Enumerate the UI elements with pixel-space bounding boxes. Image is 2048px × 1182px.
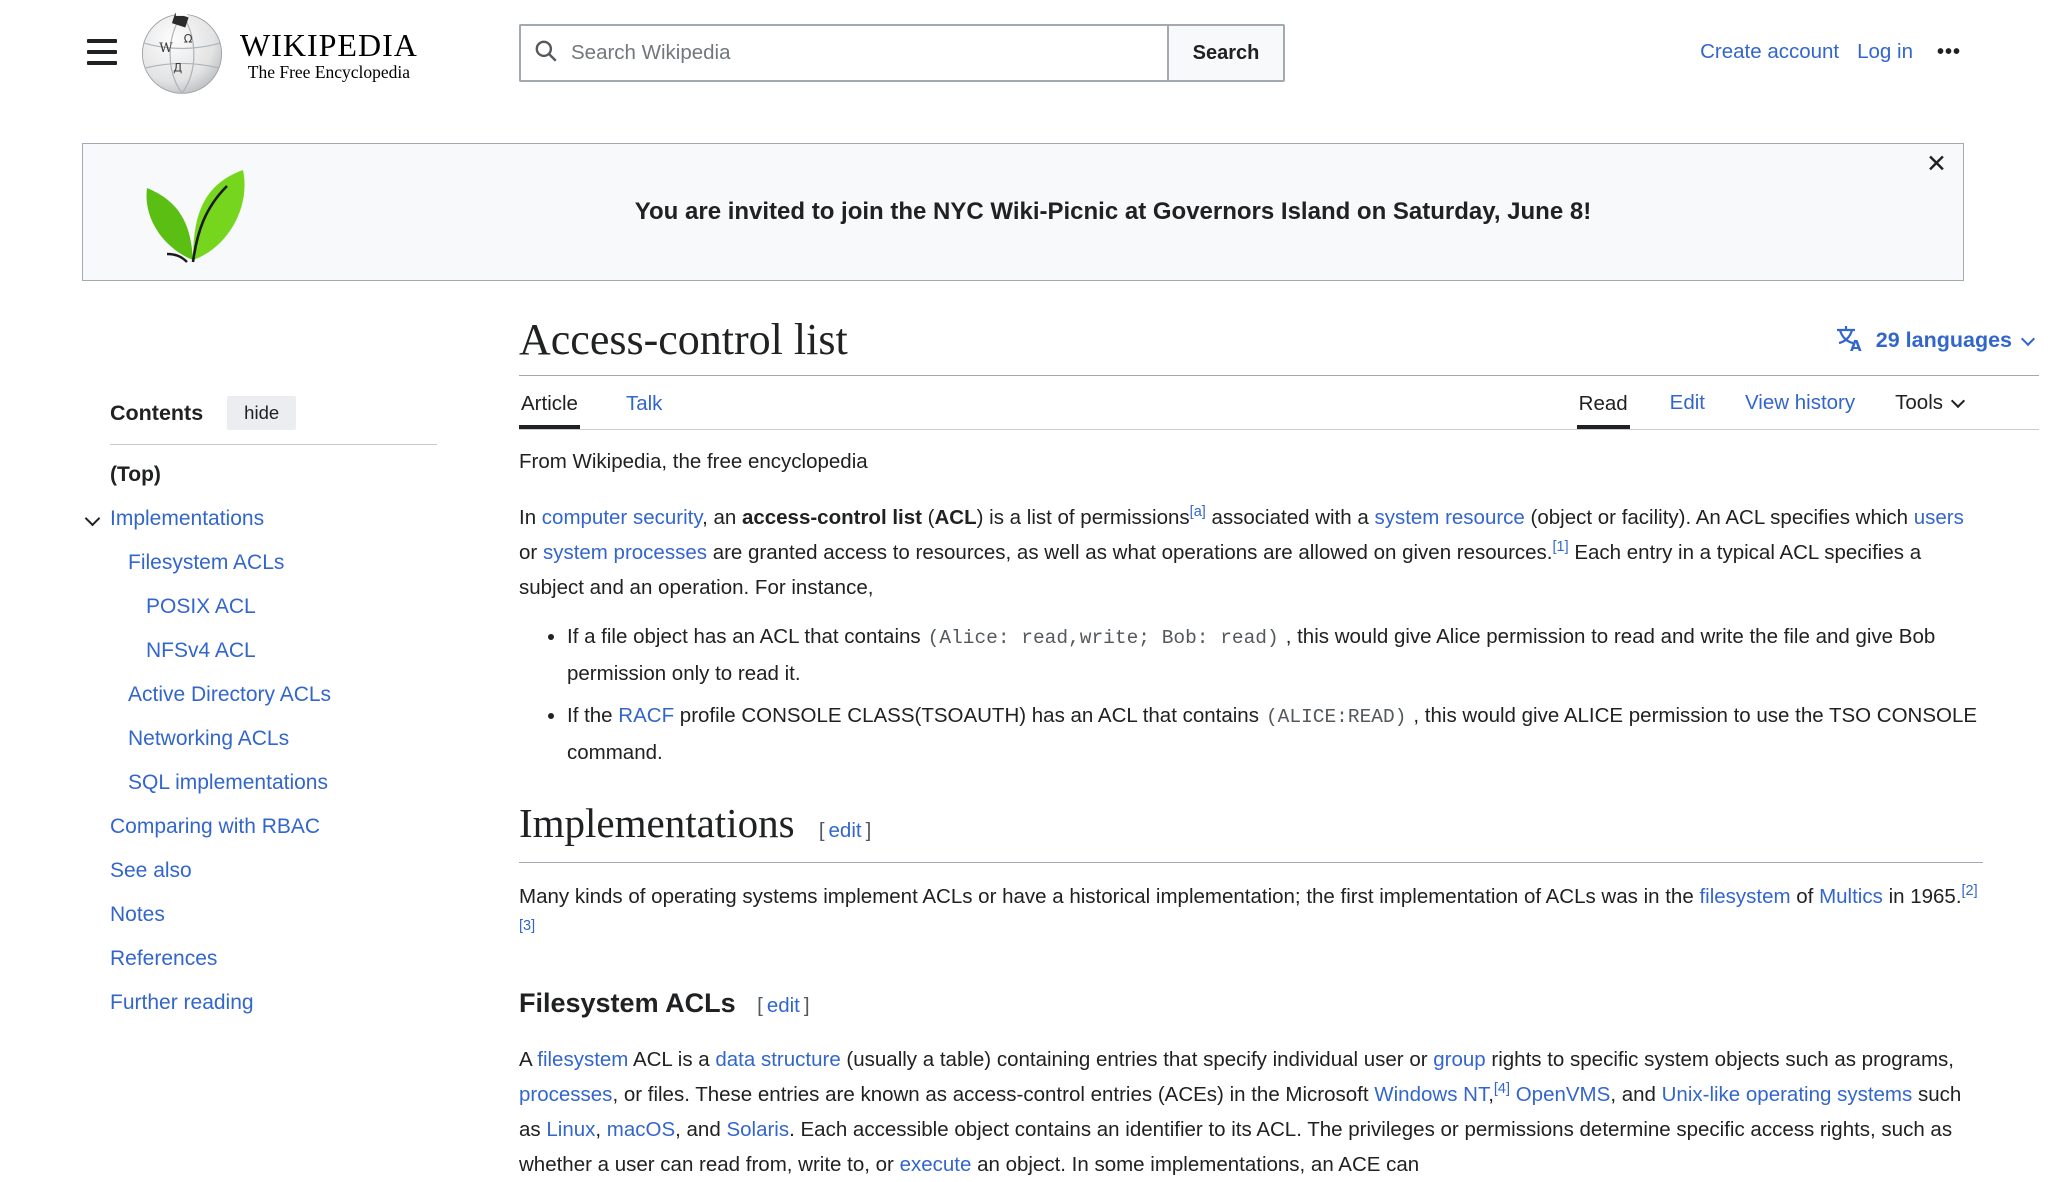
article-link[interactable]: Windows NT bbox=[1374, 1083, 1489, 1106]
example-list bbox=[519, 619, 1983, 770]
search-box[interactable] bbox=[519, 24, 1167, 82]
hide-contents-button[interactable]: hide bbox=[227, 396, 296, 430]
toc-item-label: Comparing with RBAC bbox=[110, 815, 321, 838]
chevron-down-icon[interactable] bbox=[85, 511, 101, 527]
article-link[interactable]: computer security bbox=[541, 506, 703, 529]
code-sample: (Alice: read,write; Bob: read) bbox=[927, 627, 1279, 649]
toc-item-references[interactable] bbox=[83, 937, 468, 981]
search-bar bbox=[519, 24, 1285, 82]
reference-link[interactable]: [1] bbox=[1552, 539, 1569, 556]
text-run: , and bbox=[675, 1118, 727, 1141]
article-title-row bbox=[519, 314, 2039, 376]
text-run: in 1965. bbox=[1882, 885, 1962, 908]
text-run: If the bbox=[567, 704, 619, 727]
article-link[interactable]: filesystem bbox=[1699, 885, 1791, 908]
text-run: or bbox=[519, 541, 543, 564]
article-link[interactable]: filesystem bbox=[537, 1048, 629, 1071]
article-link[interactable]: system processes bbox=[542, 541, 707, 564]
article-link[interactable]: system resource bbox=[1374, 506, 1525, 529]
article-link[interactable]: Solaris bbox=[726, 1118, 790, 1141]
toc-item-label: Active Directory ACLs bbox=[128, 683, 332, 706]
svg-text:W: W bbox=[159, 41, 173, 56]
section-heading-implementations bbox=[519, 800, 1983, 863]
filesystem-acls-paragraph bbox=[519, 1042, 1983, 1182]
reference-link[interactable]: [a] bbox=[1189, 504, 1206, 521]
implementations-paragraph bbox=[519, 879, 1983, 949]
svg-text:Ω: Ω bbox=[183, 31, 193, 46]
bold-text: ACL bbox=[934, 506, 977, 529]
intro-paragraph bbox=[519, 500, 1983, 605]
contents-title: Contents bbox=[110, 400, 204, 425]
chevron-down-icon bbox=[2021, 331, 2035, 345]
sprout-leaf-icon bbox=[83, 160, 303, 264]
site-notice-banner bbox=[82, 143, 1964, 281]
toc-item-label: Networking ACLs bbox=[128, 727, 290, 750]
article-link[interactable]: Multics bbox=[1819, 885, 1883, 908]
edit-bracket: ] bbox=[803, 994, 810, 1017]
text-run: , and bbox=[1610, 1083, 1662, 1106]
section-heading-text: Filesystem ACLs bbox=[519, 988, 736, 1018]
svg-text:A: A bbox=[1849, 337, 1862, 353]
tab-talk[interactable]: Talk bbox=[625, 392, 663, 415]
tools-label: Tools bbox=[1895, 390, 1943, 414]
toc-item-active-directory-acls[interactable] bbox=[83, 673, 468, 717]
edit-bracket: ] bbox=[865, 819, 872, 842]
toc-item-label: Further reading bbox=[110, 991, 254, 1014]
text-run: rights to specific system objects such as programs, bbox=[1485, 1048, 1954, 1071]
namespace-tabs bbox=[519, 376, 664, 429]
text-run: such as bbox=[519, 1083, 1962, 1141]
text-run: , or files. These entries are known as access-control entries (ACEs) in the Microsoft bbox=[612, 1083, 1375, 1106]
toc-item-label: See also bbox=[110, 859, 192, 882]
close-icon[interactable]: ✕ bbox=[1926, 150, 1947, 178]
article-link[interactable]: Linux bbox=[546, 1118, 596, 1141]
page-title: Access-control list bbox=[519, 315, 848, 364]
languages-label: 29 languages bbox=[1875, 328, 2012, 352]
article-link[interactable]: macOS bbox=[606, 1118, 676, 1141]
contents-sidebar bbox=[83, 396, 468, 1025]
more-options-icon[interactable]: ••• bbox=[1936, 40, 1961, 63]
search-button[interactable]: Search bbox=[1167, 24, 1285, 82]
bold-text: access-control list bbox=[741, 506, 922, 529]
text-run: an object. In some implementations, an ACE can bbox=[971, 1153, 1420, 1176]
wikipedia-tagline: The Free Encyclopedia bbox=[247, 61, 411, 82]
article-tab-bar bbox=[519, 376, 2039, 430]
tools-menu-button[interactable] bbox=[1895, 391, 1963, 415]
edit-bracket: [ bbox=[818, 819, 825, 842]
list-item bbox=[567, 698, 1983, 770]
text-run: profile CONSOLE CLASS(TSOAUTH) has an ACL that contains bbox=[674, 704, 1259, 727]
toc-item-label: POSIX ACL bbox=[146, 595, 256, 618]
toc-item-label: (Top) bbox=[110, 463, 161, 486]
site-header bbox=[0, 0, 2048, 104]
toc-item-filesystem-acls[interactable] bbox=[83, 541, 468, 585]
edit-section-link[interactable]: edit bbox=[766, 994, 800, 1017]
toc-item-further-reading[interactable] bbox=[83, 981, 468, 1025]
header-user-links bbox=[1700, 0, 1961, 104]
text-run: (object or facility). An ACL specifies which bbox=[1524, 506, 1914, 529]
text-run: , an bbox=[702, 506, 742, 529]
toc-item-implementations[interactable] bbox=[83, 497, 468, 541]
edit-section-control bbox=[757, 994, 809, 1017]
text-run: A bbox=[519, 1048, 538, 1071]
toc-item-networking-acls[interactable] bbox=[83, 717, 468, 761]
hamburger-menu-icon[interactable] bbox=[87, 39, 117, 65]
log-in-link[interactable]: Log in bbox=[1857, 40, 1913, 63]
wikipedia-globe-icon bbox=[138, 8, 226, 101]
toc-item-label: Implementations bbox=[110, 507, 265, 530]
text-run: associated with a bbox=[1205, 506, 1375, 529]
toc-item-label: References bbox=[110, 947, 218, 970]
reference-link[interactable]: [4] bbox=[1493, 1081, 1511, 1098]
toc-item-posix-acl[interactable] bbox=[83, 585, 468, 629]
section-heading-text: Implementations bbox=[519, 800, 795, 846]
article-link[interactable]: OpenVMS bbox=[1515, 1083, 1611, 1106]
text-run: In bbox=[519, 506, 542, 529]
text-run: Many kinds of operating systems implement ACLs or have a historical implementation; the first implementation of ACLs was in the bbox=[519, 885, 1700, 908]
create-account-link[interactable]: Create account bbox=[1700, 40, 1840, 63]
edit-section-control bbox=[819, 819, 871, 842]
article-link[interactable]: data structure bbox=[715, 1048, 841, 1071]
text-run: ) is a list of permissions bbox=[976, 506, 1190, 529]
toc-item-label: SQL implementations bbox=[128, 771, 328, 794]
contents-separator bbox=[110, 444, 437, 445]
toc-item-sql-implementations[interactable] bbox=[83, 761, 468, 805]
tab-read[interactable]: Read bbox=[1577, 376, 1630, 429]
reference-link[interactable]: [3] bbox=[519, 918, 536, 935]
tab-article[interactable]: Article bbox=[519, 376, 580, 429]
wikipedia-wordmark: WIKIPEDIA bbox=[240, 26, 418, 63]
view-tabs bbox=[1577, 376, 1963, 429]
search-input[interactable] bbox=[569, 40, 1167, 66]
section-heading-filesystem-acls bbox=[519, 987, 1983, 1022]
toc-item-see-also[interactable] bbox=[83, 849, 468, 893]
toc-item-label: Notes bbox=[110, 903, 165, 926]
text-run: , bbox=[1488, 1083, 1494, 1106]
search-icon bbox=[533, 38, 559, 69]
text-run: , bbox=[595, 1118, 607, 1141]
banner-message: You are invited to join the NYC Wiki-Picnic at Governors Island on Saturday, June 8! bbox=[634, 198, 1592, 225]
text-run: ( bbox=[921, 506, 935, 529]
edit-section-link[interactable]: edit bbox=[828, 819, 862, 842]
wikipedia-logo[interactable] bbox=[138, 8, 418, 101]
tab-view-history[interactable]: View history bbox=[1745, 390, 1856, 414]
text-run: , this would give ALICE permission to use the TSO CONSOLE command. bbox=[567, 704, 1978, 764]
reference-link[interactable]: [2] bbox=[1961, 883, 1978, 900]
article-content bbox=[519, 300, 2039, 1182]
text-run: Each entry in a typical ACL specifies a subject and an operation. For instance, bbox=[519, 541, 1922, 599]
article-link[interactable]: RACF bbox=[618, 704, 675, 727]
chevron-down-icon bbox=[1951, 393, 1965, 407]
text-run: are granted access to resources, as well as what operations are allowed on given resources. bbox=[707, 541, 1553, 564]
article-link[interactable]: processes bbox=[519, 1083, 613, 1106]
article-link[interactable]: users bbox=[1913, 506, 1964, 529]
list-item bbox=[567, 619, 1983, 691]
article-link[interactable]: execute bbox=[899, 1153, 972, 1176]
tab-edit[interactable]: Edit bbox=[1669, 390, 1705, 414]
edit-bracket: [ bbox=[757, 994, 763, 1017]
article-link[interactable]: Unix-like operating systems bbox=[1661, 1083, 1913, 1106]
text-run: ACL is a bbox=[628, 1048, 716, 1071]
wordmark-block bbox=[240, 28, 418, 82]
toc-item-notes[interactable] bbox=[83, 893, 468, 937]
toc-item-nfsv4-acl[interactable] bbox=[83, 629, 468, 673]
text-run: of bbox=[1790, 885, 1820, 908]
code-sample: (ALICE:READ) bbox=[1265, 706, 1407, 728]
contents-list bbox=[83, 453, 468, 1025]
site-subtitle: From Wikipedia, the free encyclopedia bbox=[519, 450, 868, 473]
text-run: , this would give Alice permission to read and write the file and give Bob permission only to read it. bbox=[567, 625, 1936, 685]
article-link[interactable]: group bbox=[1433, 1048, 1486, 1071]
translate-icon bbox=[1835, 323, 1865, 358]
toc-item-label: Filesystem ACLs bbox=[128, 551, 285, 574]
text-run: . Each accessible object contains an identifier to its ACL. The privileges or permissions determine specific access rights, such as whether a user can read from, write to, or bbox=[519, 1118, 1953, 1176]
article-body bbox=[519, 500, 1983, 1182]
toc-item-label: NFSv4 ACL bbox=[146, 639, 256, 662]
toc-item-top[interactable] bbox=[83, 453, 468, 497]
text-run: (usually a table) containing entries that specify individual user or bbox=[840, 1048, 1434, 1071]
languages-button[interactable] bbox=[1835, 323, 2039, 366]
contents-header bbox=[83, 396, 468, 430]
text-run: If a file object has an ACL that contains bbox=[567, 625, 921, 648]
svg-text:Д: Д bbox=[173, 60, 183, 75]
toc-item-comparing-with-rbac[interactable] bbox=[83, 805, 468, 849]
